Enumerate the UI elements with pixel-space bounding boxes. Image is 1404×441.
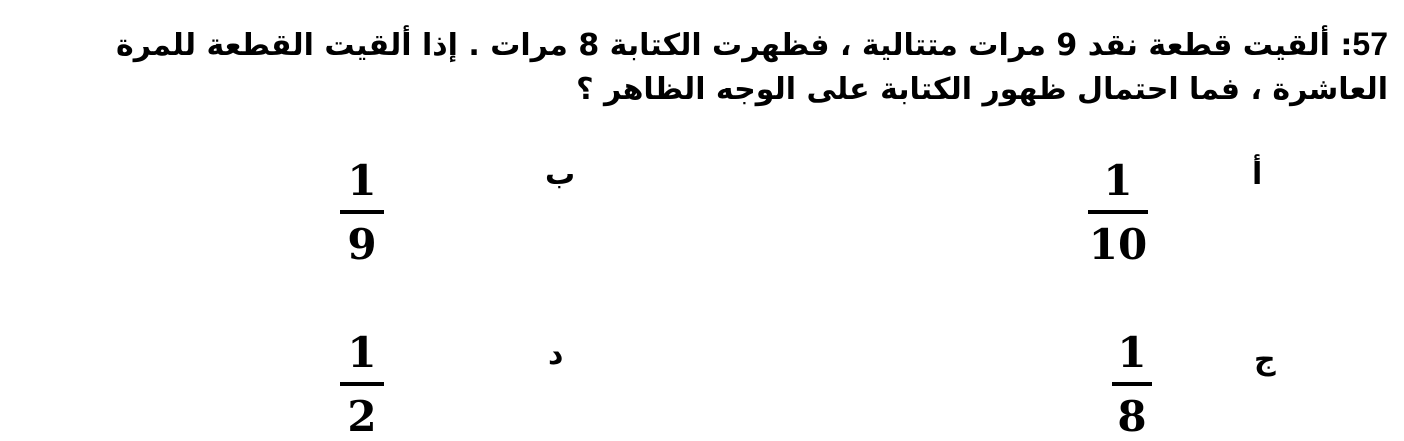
option-a-fraction (1088, 156, 1148, 269)
option-a-denominator: 10 (1088, 220, 1148, 269)
option-c-numerator: 1 (1117, 328, 1147, 377)
option-a-letter: أ (1252, 157, 1263, 192)
question-text-block (18, 22, 1388, 112)
option-c-fraction (1112, 328, 1152, 441)
question-body: : ألقيت قطعة نقد 9 مرات متتالية ، فظهرت الكتابة 8 مرات . إذا ألقيت القطعة للمرة العاشرة ، فما احتمال ظهور الكتابة على الوجه الظاهر ؟ (116, 28, 1388, 107)
option-c-denominator: 8 (1117, 392, 1147, 441)
option-a-numerator: 1 (1103, 156, 1133, 205)
option-d-denominator: 2 (347, 392, 377, 441)
option-b-denominator: 9 (347, 220, 377, 269)
option-d-fraction (340, 328, 384, 441)
question-number: 57 (1352, 26, 1388, 62)
option-b-fraction (340, 156, 384, 269)
option-c-letter: ج (1254, 342, 1276, 377)
option-d-numerator: 1 (347, 328, 377, 377)
option-d-letter: د (548, 337, 564, 372)
option-b-numerator: 1 (347, 156, 377, 205)
option-b-letter: ب (545, 157, 576, 192)
